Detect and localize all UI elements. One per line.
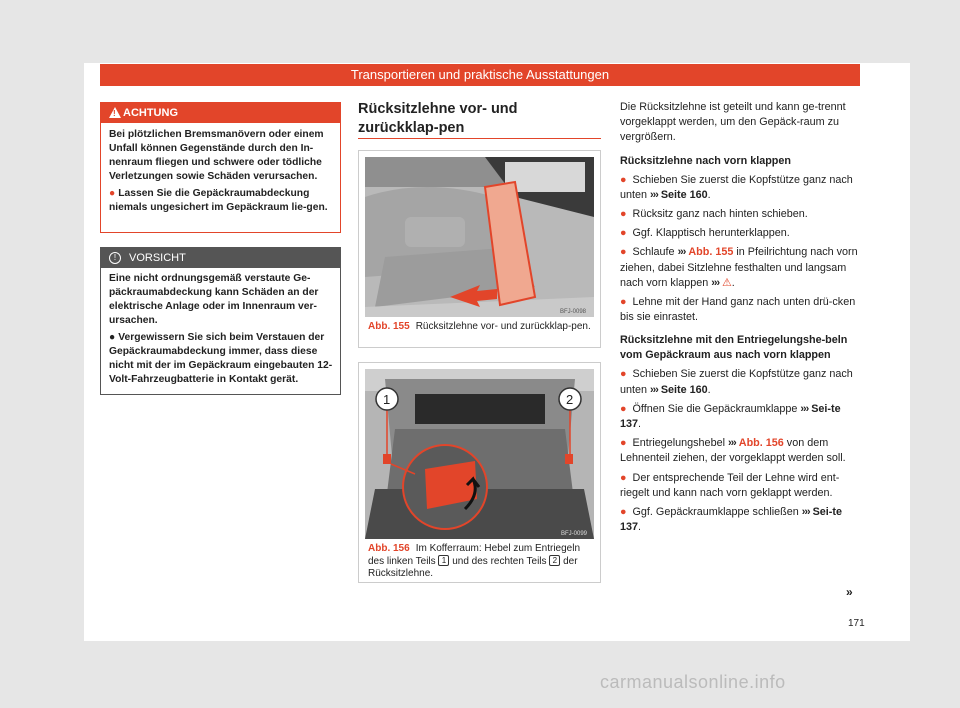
page-link[interactable]: Sei-te 137	[620, 402, 841, 431]
step-list-item: ● Entriegelungshebel ››› Abb. 156 von dem Lehnenteil ziehen, der vorgeklappt werden soll.	[620, 437, 846, 465]
step-list-item: ● Schieben Sie zuerst die Kopfstütze ganz nach unten ››› Seite 160.	[620, 173, 853, 201]
subheading-2: Rücksitzlehne mit den Entriegelungshe-beln vom Gepäckraum aus nach vorn klappen	[620, 334, 848, 362]
warning-header	[101, 103, 340, 123]
figure-code: BFJ-0099	[561, 531, 588, 537]
info-circle-icon: !	[109, 252, 121, 264]
step-list-item: ● Ggf. Gepäckraumklappe schließen ››› Sei-te 137.	[620, 506, 842, 534]
caution-text: Eine nicht ordnungsgemäß verstaute Ge-päckraumabdeckung kann Schäden an der elektrische Anlage oder im Innenraum ver-ursachen.	[109, 273, 319, 326]
caution-box	[100, 247, 341, 395]
callout-2-label: 2	[566, 392, 574, 407]
instructions-column	[620, 100, 860, 539]
bullet-icon: ●	[109, 332, 116, 343]
page-link[interactable]: Seite 160	[660, 188, 708, 201]
continued-arrow-icon: »	[846, 585, 853, 599]
figure-link[interactable]: Abb. 156	[738, 437, 784, 450]
step-list-item: ● Schieben Sie zuerst die Kopfstütze ganz nach unten ››› Seite 160.	[620, 368, 853, 396]
figure-155	[358, 150, 601, 348]
figure-label: Abb. 156	[368, 543, 410, 554]
page-link[interactable]: Sei-te 137	[620, 506, 842, 534]
figure-156	[358, 362, 601, 583]
page-number: 171	[848, 618, 865, 629]
figure-link[interactable]: Abb. 155	[688, 246, 734, 259]
section-divider	[358, 138, 601, 139]
warning-triangle-icon[interactable]: ⚠	[722, 276, 732, 289]
warning-triangle-icon	[109, 107, 121, 118]
figure-155-caption: Abb. 155 Rücksitzlehne vor- und zurückklap-pen.	[368, 321, 591, 332]
figure-156-image	[365, 369, 594, 539]
figure-155-image	[365, 157, 594, 317]
subheading-1: Rücksitzlehne nach vorn klappen	[620, 154, 791, 167]
callout-2: 2	[549, 555, 560, 566]
warning-box	[100, 102, 341, 233]
figure-156-caption: Abb. 156 Im Kofferraum: Hebel zum Entriegeln des linken Teils 1 und des rechten Teils 2 der Rücksitzlehne.	[368, 543, 581, 579]
caution-body	[101, 268, 340, 387]
page-link[interactable]: Seite 160	[660, 383, 708, 396]
warning-body	[101, 123, 340, 215]
step-list-item: ● Schlaufe ››› Abb. 155 in Pfeilrichtung nach vorn ziehen, dabei Sitzlehne festhalten und langsam nach vorn klappen ››› ⚠.	[620, 246, 858, 289]
caution-title: VORSICHT	[129, 252, 186, 264]
warning-title: ACHTUNG	[123, 107, 178, 119]
figure-label: Abb. 155	[368, 321, 410, 332]
callout-1: 1	[438, 555, 449, 566]
step-list-item: ● Rücksitz ganz nach hinten schieben.	[620, 208, 808, 221]
trunk-illustration	[365, 369, 594, 539]
step-list-item: ● Der entsprechende Teil der Lehne wird ent-riegelt und kann nach vorn geklappt werden.	[620, 471, 840, 499]
section-title: Rücksitzlehne vor- und zurückklap-pen	[358, 101, 518, 136]
callout-1-label: 1	[383, 392, 391, 407]
figure-code: BFJ-0098	[560, 309, 587, 315]
page-header: Transportieren und praktische Ausstattungen	[100, 64, 860, 86]
caution-header	[101, 248, 340, 268]
step-list-item: ● Öffnen Sie die Gepäckraumklappe ››› Sei-te 137.	[620, 402, 841, 431]
warning-text: Bei plötzlichen Bremsmanövern oder einem Unfall können Gegenstände durch den In-nenraum fliegen und schwere oder tödliche Verletzungen sowie Schäden verursachen.	[109, 129, 324, 182]
step-list-item: ● Lehne mit der Hand ganz nach unten drü-cken bis sie einrastet.	[620, 296, 856, 324]
watermark: carmanualsonline.info	[600, 672, 786, 692]
warning-bullet: ● Lassen Sie die Gepäckraumabdeckung niemals ungesichert im Gepäckraum lie-gen.	[109, 188, 328, 213]
rear-seat-illustration	[365, 157, 594, 317]
step-list-item: ● Ggf. Klapptisch herunterklappen.	[620, 227, 790, 240]
caution-bullet: ● Vergewissern Sie sich beim Verstauen der Gepäckraumabdeckung immer, dass diese nicht mit der im Gepäckraum eingebauten 12-Volt-Fahrzeugbatterie in Kontakt gerät.	[109, 332, 333, 385]
bullet-icon: ●	[109, 188, 116, 199]
intro-text: Die Rücksitzlehne ist geteilt und kann ge-trennt vorgeklappt werden, um den Gepäck-raum zu vergrößern.	[620, 101, 846, 144]
